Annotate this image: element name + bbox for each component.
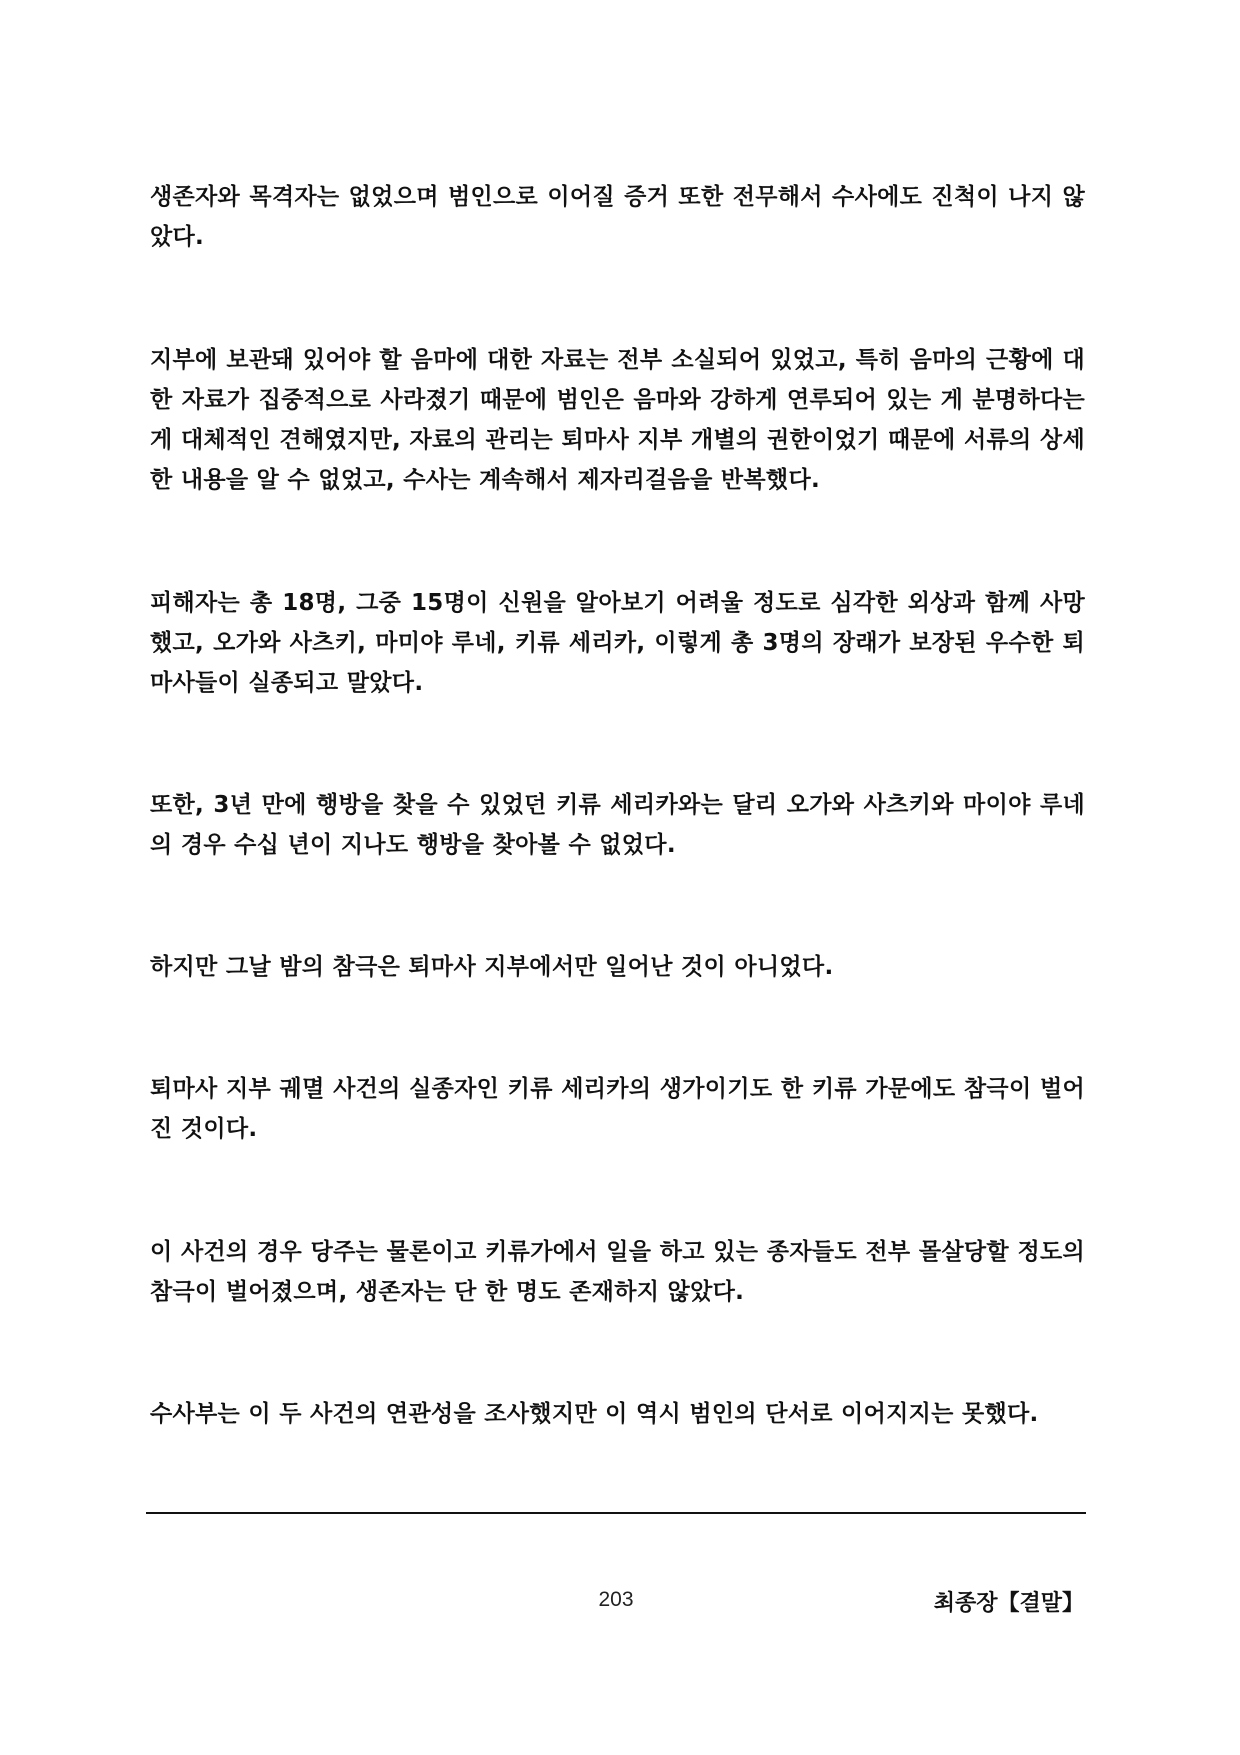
footer-divider [146,1512,1086,1514]
body-paragraph-5: 하지만 그날 밤의 참극은 퇴마사 지부에서만 일어난 것이 아니었다. [150,954,834,980]
body-paragraph-6: 퇴마사 지부 궤멸 사건의 실종자인 키류 세리카의 생가이기도 한 키류 가문에도 참극이 벌어진 것이다. [150,1076,1085,1142]
body-paragraph-8: 수사부는 이 두 사건의 연관성을 조사했지만 이 역시 범인의 단서로 이어지지는 못했다. [150,1401,1039,1427]
body-paragraph-1: 생존자와 목격자는 없었으며 범인으로 이어질 증거 또한 전무해서 수사에도 진척이 나지 않았다. [150,184,1085,250]
chapter-title: 최종장【결말】 [933,1591,1084,1616]
body-paragraph-3: 피해자는 총 18명, 그중 15명이 신원을 알아보기 어려울 정도로 심각한 외상과 함께 사망했고, 오가와 사츠키, 마미야 루네, 키류 세리카, 이렇게 총 3명의 장래가 보장된 우수한 퇴마사들이 실종되고 말았다. [150,590,1085,696]
page-number: 203 [598,1588,634,1611]
body-paragraph-7: 이 사건의 경우 당주는 물론이고 키류가에서 일을 하고 있는 종자들도 전부 몰살당할 정도의 참극이 벌어졌으며, 생존자는 단 한 명도 존재하지 않았다. [150,1239,1085,1305]
body-paragraph-2: 지부에 보관돼 있어야 할 음마에 대한 자료는 전부 소실되어 있었고, 특히 음마의 근황에 대한 자료가 집중적으로 사라졌기 때문에 범인은 음마와 강하게 연루되어 있는 게 분명하다는 게 대체적인 견해였지만, 자료의 관리는 퇴마사 지부 개별의 권한이었기 때문에 서류의 상세한 내용을 알 수 없었고, 수사는 계속해서 제자리걸음을 반복했다. [150,347,1085,493]
body-paragraph-4: 또한, 3년 만에 행방을 찾을 수 있었던 키류 세리카와는 달리 오가와 사츠키와 마이야 루네의 경우 수십 년이 지나도 행방을 찾아볼 수 없었다. [150,792,1085,858]
